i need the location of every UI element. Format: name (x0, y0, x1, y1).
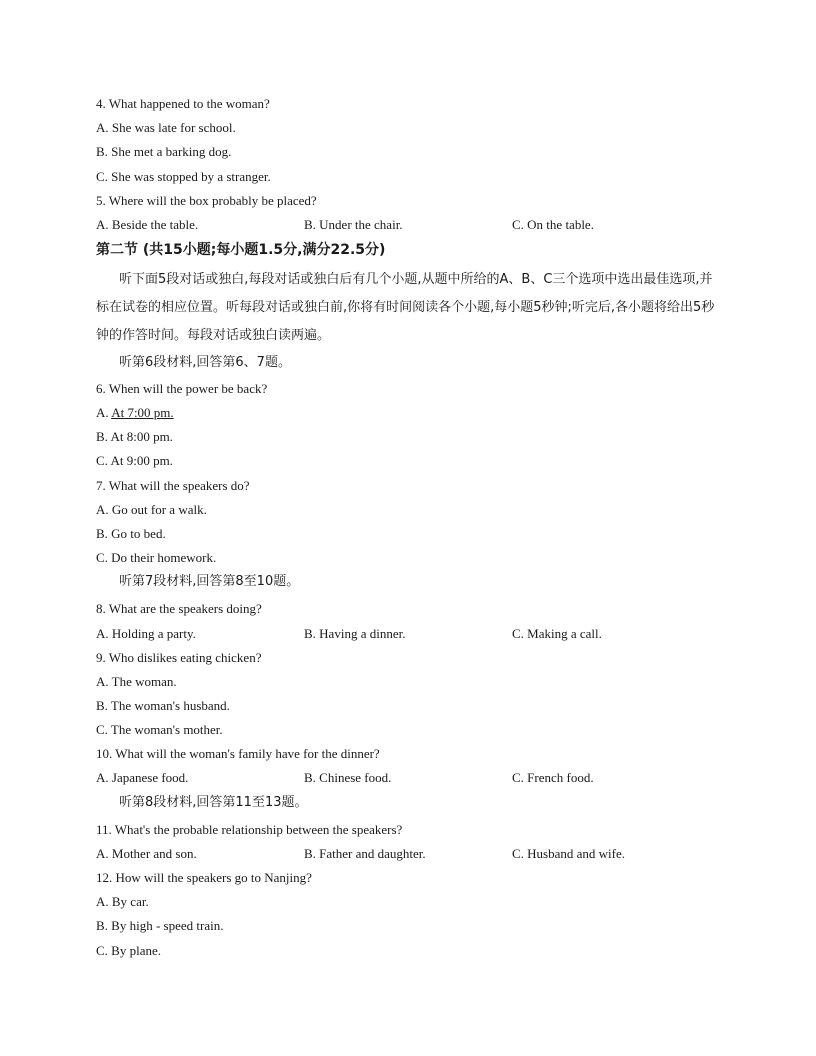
q10-option-a: A. Japanese food. (96, 770, 189, 785)
q5-option-c: C. On the table. (512, 217, 594, 232)
q7-option-c: C. Do their homework. (96, 550, 217, 565)
q7-option-a: A. Go out for a walk. (96, 502, 207, 517)
q5-option-b: B. Under the chair. (304, 217, 403, 232)
q10-option-c: C. French food. (512, 770, 594, 785)
q10-options (96, 770, 736, 786)
q6-option-b: B. At 8:00 pm. (96, 429, 173, 444)
q9-option-c: C. The woman's mother. (96, 722, 223, 737)
q8-option-a: A. Holding a party. (96, 626, 196, 641)
material-6-instruction: 听第6段材料,回答第6、7题。 (119, 355, 291, 370)
question-10: 10. What will the woman's family have for the dinner? (96, 746, 380, 761)
material-7-instruction: 听第7段材料,回答第8至10题。 (119, 574, 300, 589)
section-2-instructions: 听下面5段对话或独白,每段对话或独白后有几个小题,从题中所给的A、B、C三个选项中选出最佳选项,并标在试卷的相应位置。听每段对话或独白前,你将有时间阅读各个小题,每小题5秒钟;听完后,各小题将给出5秒钟的作答时间。每段对话或独白读两遍。 (96, 272, 715, 343)
material-8-instruction: 听第8段材料,回答第11至13题。 (119, 795, 308, 810)
q11-options (96, 846, 736, 862)
question-7: 7. What will the speakers do? (96, 478, 250, 493)
q9-option-a: A. The woman. (96, 674, 177, 689)
section-2-heading: 第二节 (共15小题;每小题1.5分,满分22.5分) (96, 242, 386, 258)
q6-option-a-text: At 7:00 pm. (111, 405, 174, 420)
q8-option-c: C. Making a call. (512, 626, 602, 641)
q10-option-b: B. Chinese food. (304, 770, 392, 785)
q6-option-a (96, 405, 174, 421)
q9-option-b: B. The woman's husband. (96, 698, 230, 713)
question-4: 4. What happened to the woman? (96, 96, 270, 111)
question-9: 9. Who dislikes eating chicken? (96, 650, 262, 665)
q11-option-b: B. Father and daughter. (304, 846, 426, 861)
q4-option-c: C. She was stopped by a stranger. (96, 169, 271, 184)
q12-option-a: A. By car. (96, 894, 149, 909)
q6-option-a-letter: A. (96, 405, 109, 420)
q12-option-c: C. By plane. (96, 943, 161, 958)
question-12: 12. How will the speakers go to Nanjing? (96, 870, 312, 885)
q8-options (96, 626, 736, 642)
q11-option-a: A. Mother and son. (96, 846, 197, 861)
question-6: 6. When will the power be back? (96, 381, 268, 396)
question-11: 11. What's the probable relationship between the speakers? (96, 822, 403, 837)
question-5: 5. Where will the box probably be placed? (96, 193, 317, 208)
q5-option-a: A. Beside the table. (96, 217, 199, 232)
q8-option-b: B. Having a dinner. (304, 626, 406, 641)
q11-option-c: C. Husband and wife. (512, 846, 626, 861)
q4-option-a: A. She was late for school. (96, 120, 236, 135)
q5-options (96, 217, 736, 233)
question-8: 8. What are the speakers doing? (96, 601, 262, 616)
q12-option-b: B. By high - speed train. (96, 918, 224, 933)
q7-option-b: B. Go to bed. (96, 526, 166, 541)
q6-option-c: C. At 9:00 pm. (96, 453, 173, 468)
q4-option-b: B. She met a barking dog. (96, 144, 232, 159)
